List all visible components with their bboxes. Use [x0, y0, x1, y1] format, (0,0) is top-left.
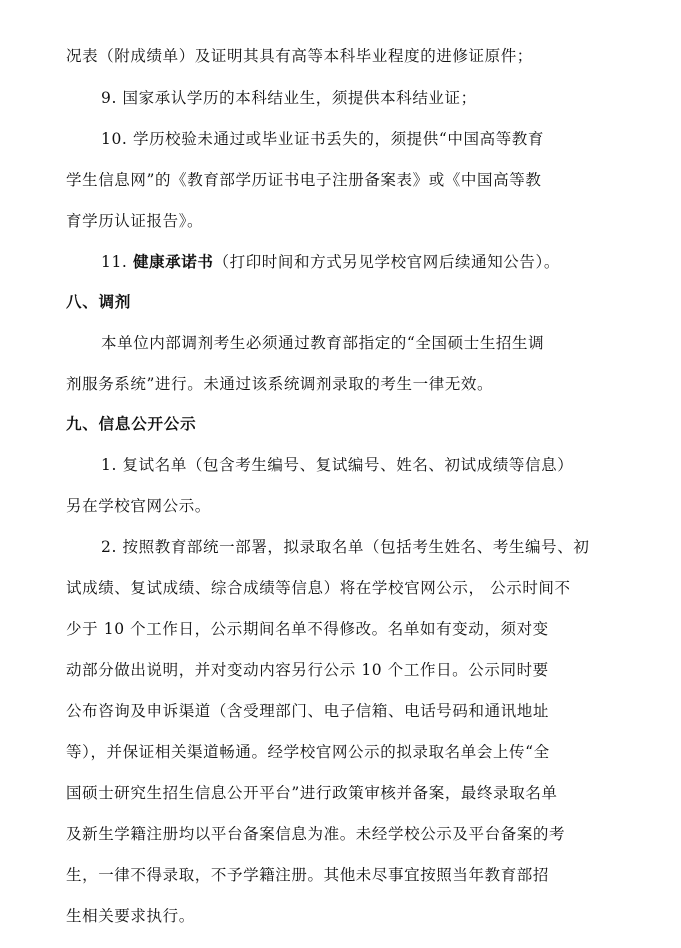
section9-item2-line-3: 少于 10 个工作日，公示期间名单不得修改。名单如有变动，须对变	[66, 620, 549, 638]
item11-number: 11.	[101, 253, 133, 271]
section8-paragraph-line-2: 剂服务系统”进行。未通过该系统调剂录取的考生一律无效。	[66, 375, 494, 393]
section9-item2-line-4: 动部分做出说明，并对变动内容另行公示 10 个工作日。公示同时要	[66, 661, 549, 679]
section9-item2-line-2: 试成绩、复试成绩、综合成绩等信息）将在学校官网公示， 公示时间不	[66, 579, 571, 597]
section9-item2-line-9: 生，一律不得录取，不予学籍注册。其他未尽事宜按照当年教育部招	[66, 866, 550, 884]
section9-item2-line-10: 生相关要求执行。	[66, 907, 195, 925]
section9-item1-line-2: 另在学校官网公示。	[66, 497, 211, 515]
item9-line: 9. 国家承认学历的本科结业生，须提供本科结业证；	[101, 89, 477, 107]
section9-item1-line-1: 1. 复试名单（包含考生编号、复试编号、姓名、初试成绩等信息）	[101, 456, 574, 474]
section9-title: 九、信息公开公示	[66, 415, 197, 433]
section9-item2-line-1: 2. 按照教育部统一部署，拟录取名单（包括考生姓名、考生编号、初	[101, 538, 590, 556]
item8-tail-line: 况表（附成绩单）及证明其具有高等本科毕业程度的进修证原件；	[66, 47, 533, 65]
section9-item2-line-6: 等），并保证相关渠道畅通。经学校官网公示的拟录取名单会上传“全	[66, 743, 550, 761]
item11-bold-label: 健康承诺书	[132, 253, 214, 271]
section9-item2-line-5: 公布咨询及申诉渠道（含受理部门、电子信箱、电话号码和通讯地址	[66, 702, 550, 720]
item11-rest: （打印时间和方式另见学校官网后续通知公告）。	[213, 253, 560, 271]
item11-line	[101, 252, 560, 272]
item10-line-3: 育学历认证报告》。	[66, 212, 204, 230]
item10-line-1: 10. 学历校验未通过或毕业证书丢失的，须提供“中国高等教育	[101, 130, 545, 148]
section8-title: 八、调剂	[66, 293, 132, 311]
section9-item2-line-7: 国硕士研究生招生信息公开平台”进行政策审核并备案，最终录取名单	[66, 784, 558, 802]
item10-line-2: 学生信息网”的《教育部学历证书电子注册备案表》或《中国高等教	[66, 171, 542, 189]
section9-item2-line-8: 及新生学籍注册均以平台备案信息为准。未经学校公示及平台备案的考	[66, 825, 566, 843]
section8-paragraph-line-1: 本单位内部调剂考生必须通过教育部指定的“全国硕士生招生调	[101, 334, 545, 352]
